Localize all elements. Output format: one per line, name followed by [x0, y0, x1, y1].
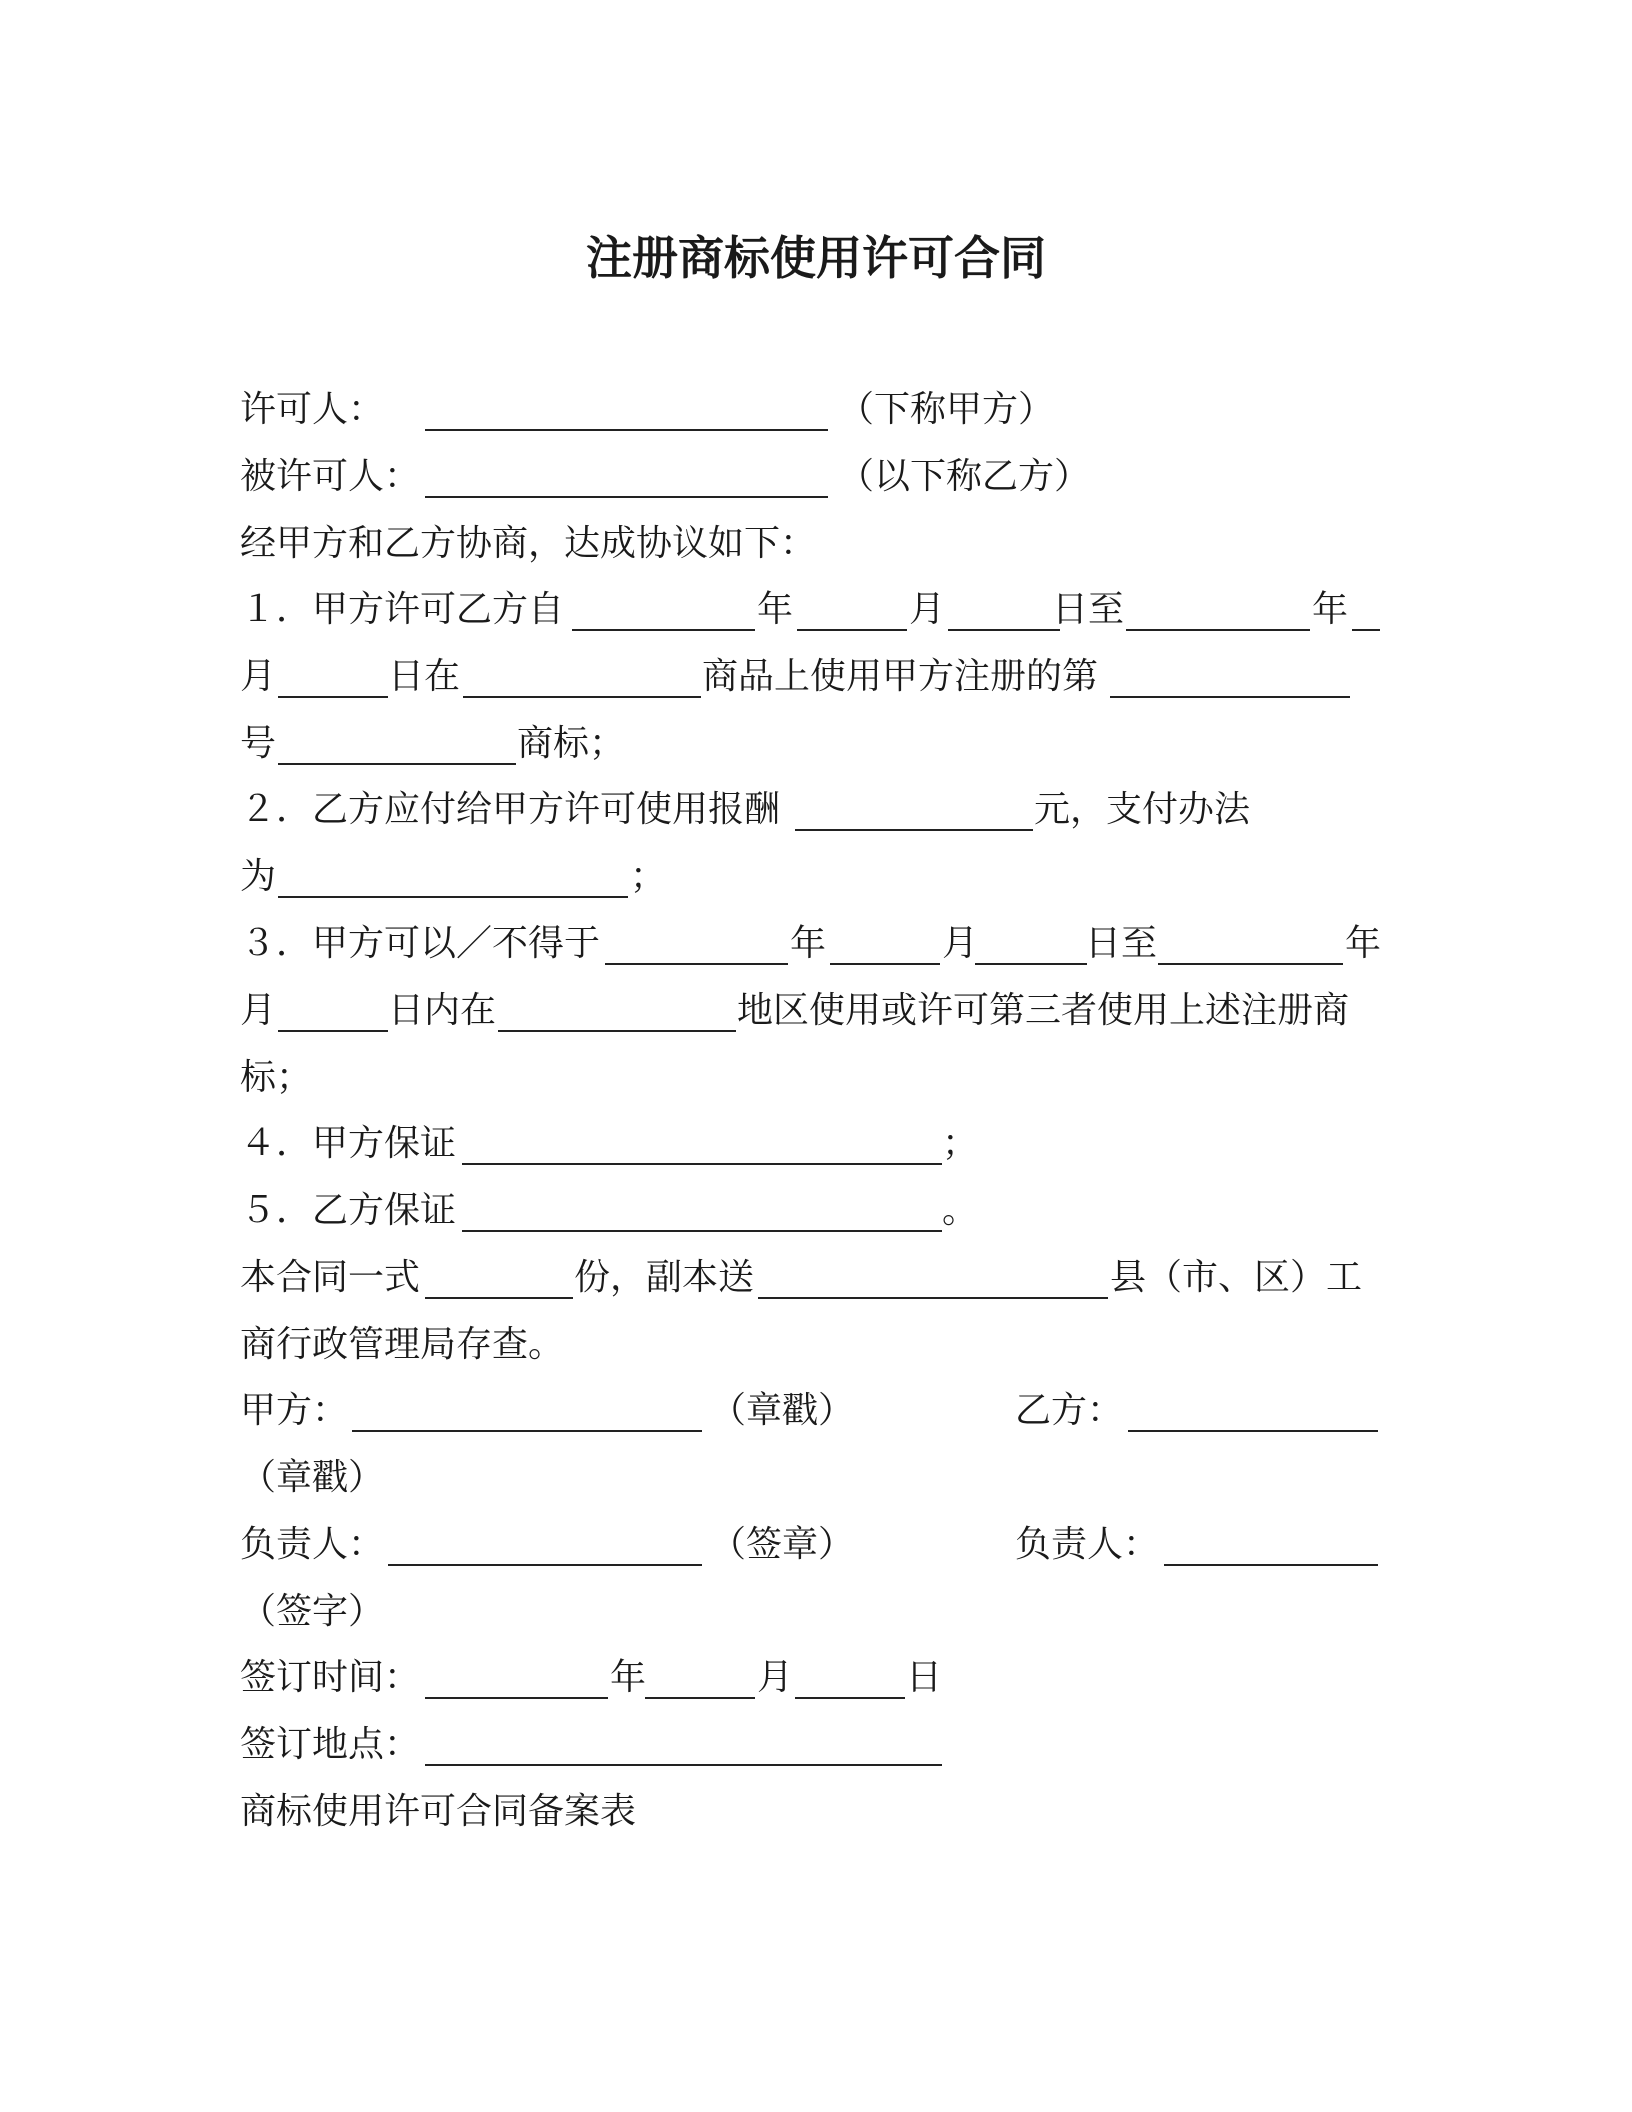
- clause4-guarantee-field[interactable]: [462, 1163, 942, 1165]
- clause3-region-text: 地区使用或许可第三者使用上述注册商: [737, 990, 1350, 1031]
- licensee-label: 被许可人：: [240, 456, 421, 497]
- clause1-goods-field[interactable]: [463, 696, 701, 698]
- clause2-fee-field[interactable]: [795, 829, 1033, 831]
- clause3-start-day-field[interactable]: [975, 963, 1087, 965]
- party-b-label: 乙方：: [1015, 1390, 1124, 1431]
- clause1-end-day-field[interactable]: [278, 696, 388, 698]
- sign-day-label: 日: [906, 1657, 943, 1698]
- clause3-month-label: 月: [942, 923, 979, 964]
- copies-text-b: 份，副本送: [574, 1257, 755, 1298]
- resp-b-label: 负责人：: [1015, 1524, 1160, 1565]
- document-title: 注册商标使用许可合同: [586, 231, 1046, 285]
- clause3-end-month-label: 月: [240, 990, 277, 1031]
- party-a-label: 甲方：: [240, 1390, 349, 1431]
- party-b-seal-note: （章戳）: [240, 1457, 385, 1498]
- sign-place-field[interactable]: [425, 1764, 942, 1766]
- clause3-text-c: 标；: [240, 1057, 313, 1098]
- licensee-field[interactable]: [425, 496, 828, 498]
- clause3-end-year-field[interactable]: [1158, 963, 1343, 965]
- clause3-text-a: ３．甲方可以／不得于: [240, 923, 601, 964]
- resp-b-sign-note: （签字）: [240, 1591, 385, 1632]
- clause2-payment-method-field[interactable]: [278, 896, 628, 898]
- filing-form-title: 商标使用许可合同备案表: [240, 1791, 637, 1832]
- clause1-end-month-field[interactable]: [1352, 629, 1380, 631]
- clause4-text: ４．甲方保证: [240, 1123, 457, 1164]
- clause1-reg-number-field[interactable]: [1110, 696, 1350, 698]
- clause1-text-a: １．甲方许可乙方自: [240, 589, 565, 630]
- sign-month-label: 月: [757, 1657, 794, 1698]
- copies-text-c: 县（市、区）工: [1110, 1257, 1363, 1298]
- sign-year-field[interactable]: [425, 1697, 608, 1699]
- sign-place-label: 签订地点：: [240, 1724, 421, 1765]
- sign-year-label: 年: [610, 1657, 647, 1698]
- clause3-day-in-label: 日内在: [388, 990, 497, 1031]
- clause1-number-field[interactable]: [278, 763, 516, 765]
- licensor-field[interactable]: [425, 429, 828, 431]
- clause5-text: ５．乙方保证: [240, 1190, 457, 1231]
- clause5-guarantee-field[interactable]: [462, 1230, 942, 1232]
- clause3-day-to-label: 日至: [1085, 923, 1158, 964]
- sign-month-field[interactable]: [645, 1697, 755, 1699]
- licensor-note: （下称甲方）: [838, 389, 1055, 430]
- licensee-note: （以下称乙方）: [838, 456, 1091, 497]
- resp-a-label: 负责人：: [240, 1524, 385, 1565]
- copies-county-field[interactable]: [758, 1297, 1108, 1299]
- party-a-field[interactable]: [352, 1430, 702, 1432]
- party-b-field[interactable]: [1128, 1430, 1378, 1432]
- clause1-year-label: 年: [757, 589, 794, 630]
- clause5-period: 。: [942, 1190, 979, 1231]
- licensor-label: 许可人：: [240, 389, 385, 430]
- clause1-end-year-label: 年: [1312, 589, 1349, 630]
- clause4-semicolon: ；: [942, 1123, 979, 1164]
- clause1-start-day-field[interactable]: [948, 629, 1060, 631]
- clause1-goods-text: 商品上使用甲方注册的第: [702, 656, 1099, 697]
- clause1-end-year-field[interactable]: [1126, 629, 1310, 631]
- clause3-end-day-field[interactable]: [278, 1030, 388, 1032]
- copies-count-field[interactable]: [425, 1297, 573, 1299]
- clause1-month-label: 月: [909, 589, 946, 630]
- sign-day-field[interactable]: [795, 1697, 905, 1699]
- clause1-number-label: 号: [240, 723, 277, 764]
- resp-b-field[interactable]: [1164, 1564, 1378, 1566]
- copies-text-a: 本合同一式: [240, 1257, 421, 1298]
- clause2-text-a: ２．乙方应付给甲方许可使用报酬: [240, 789, 781, 830]
- clause3-start-year-field[interactable]: [605, 963, 788, 965]
- clause1-start-year-field[interactable]: [572, 629, 755, 631]
- clause2-yuan-text: 元，支付办法: [1034, 789, 1251, 830]
- resp-a-field[interactable]: [388, 1564, 702, 1566]
- clause3-year-label: 年: [790, 923, 827, 964]
- clause3-end-year-label: 年: [1345, 923, 1382, 964]
- intro-text: 经甲方和乙方协商，达成协议如下：: [240, 523, 817, 564]
- clause2-wei-label: 为: [240, 856, 277, 897]
- clause2-semicolon: ；: [630, 856, 667, 897]
- clause3-region-field[interactable]: [498, 1030, 736, 1032]
- clause1-start-month-field[interactable]: [797, 629, 907, 631]
- clause3-start-month-field[interactable]: [830, 963, 940, 965]
- party-a-seal-note: （章戳）: [710, 1390, 855, 1431]
- resp-a-sign-note: （签章）: [710, 1524, 855, 1565]
- clause1-end-month-label: 月: [240, 656, 277, 697]
- clause1-day-in-label: 日在: [388, 656, 461, 697]
- sign-time-label: 签订时间：: [240, 1657, 421, 1698]
- clause1-mark-label: 商标；: [517, 723, 626, 764]
- clause1-day-to-label: 日至: [1052, 589, 1125, 630]
- copies-text-d: 商行政管理局存查。: [240, 1324, 565, 1365]
